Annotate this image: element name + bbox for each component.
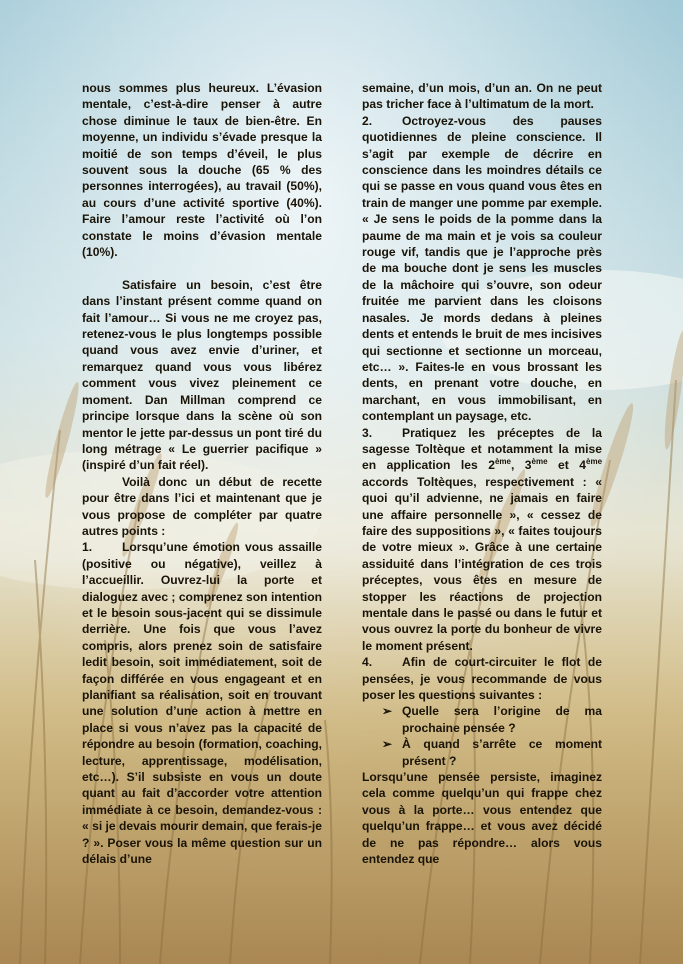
left-column (82, 80, 322, 867)
superscript: ème (531, 457, 548, 467)
list-item-text: Octroyez-vous des pauses quotidiennes de pleine conscience. Il s’agit par exemple de décrire en conscience dans les moindres détails ce qui se passe en vous quand vous êtes en train de manger une pomme par exemple. « Je sens le poids de la pomme dans la paume de ma main et je vois sa couleur rouge vif, tandis que je l’approche près de ma bouche dont je sens les muscles de la mâchoire qui s’ouvre, son odeur fruitée me parvient dans les cloisons nasales. Je mords dedans à pleines dents et entends le bruit de mes incisives qui sectionne et sectionne un morceau, etc… ». Faites-le en vous brossant les dents, en prenant votre douche, en marchant, en vous immobilisant, en contemplant un paysage, etc. (362, 113, 602, 424)
paragraph-continuation: semaine, d’un mois, d’un an. On ne peut pas tricher face à l’ultimatum de la mort. (362, 81, 602, 112)
question-item (382, 703, 602, 736)
list-item-4 (362, 654, 602, 703)
arrow-bullet-icon: ➢ (382, 737, 393, 752)
paragraph-evasion-mentale: nous sommes plus heureux. L’évasion mentale, c’est-à-dire penser à autre chose diminue le taux de bien-être. En moyenne, un individu s’évade presque la moitié de son temps d’éveil, le plus souvent sous la douche (65 % des personnes interrogées), au travail (50%), au cours d’une activité sportive (40%). Faire l’amour reste l’activité où l’on constate le moins d’évasion mentale (10%). (82, 81, 322, 260)
list-number: 4. (362, 655, 373, 670)
blank-line (82, 260, 322, 276)
question-text: À quand s’arrête ce moment présent ? (402, 737, 602, 768)
superscript: ème (586, 457, 603, 467)
list-item-text: , 3 (510, 458, 532, 473)
arrow-bullet-icon: ➢ (382, 704, 393, 719)
list-number: 1. (82, 540, 93, 555)
list-item-1 (82, 539, 322, 867)
superscript: ème (494, 457, 511, 467)
question-item (382, 736, 602, 769)
list-item-text: Afin de court-circuiter le flot de pensées, je vous recommande de vous poser les questions suivantes : (362, 655, 602, 703)
list-item-text: Lorsqu’une émotion vous assaille (positive ou négative), veillez à l’accueillir. Ouvrez-lui la porte et dialoguez avec ; comprenez son intention et le besoin sous-jacent qui se dissimule derrière. Une fois que vous l’avez compris, alors prenez soin de satisfaire ledit besoin, soit immédiatement, soit de façon différée en vous engageant et en planifiant sa réalisation, soit en trouvant une solution d’une action à mettre en place si vous n’avez pas la capacité de répondre au besoin (formation, coaching, lecture, apprentissage, modélisation, etc…). S’il subsiste en vous un doute quant au fait d’accorder votre attention immédiate à ce besoin, demandez-vous : « si je devais mourir demain, que ferais-je ? ». Poser vous la même question sur un délais d’une (82, 540, 322, 867)
list-item-text: Pratiquez les préceptes de la sagesse Toltèque et notamment la mise en application les 2 (362, 425, 602, 473)
list-item-2 (362, 113, 602, 425)
question-text: Quelle sera l’origine de ma prochaine pensée ? (402, 704, 602, 735)
list-number: 2. (362, 113, 373, 128)
list-item-3 (362, 425, 602, 655)
paragraph-pensee-persiste: Lorsqu’une pensée persiste, imaginez cela comme quelqu’un qui frappe chez vous à la porte… vous entendez que quelqu’un frappe… et vous avez décidé de ne pas répondre… alors vous entendez que (362, 770, 602, 867)
list-item-text: et 4 (547, 458, 586, 473)
list-item-text: accords Toltèques, respectivement : « quoi qu’il advienne, ne jamais en faire une affaire personnelle », « cessez de faire des suppositions », « faites toujours de votre mieux ». Grâce à une certaine assiduité dans l’intégration de ces trois préceptes, vous êtes en mesure de stopper les réactions de projection mentale dans le passé ou dans le futur et vous ouvrez la porte du bonheur de vivre le moment présent. (362, 474, 602, 653)
list-number: 3. (362, 425, 373, 440)
paragraph-satisfaire-besoin: Satisfaire un besoin, c’est être dans l’instant présent comme quand on fait l’amour… Si vous ne me croyez pas, retenez-vous le plus longtemps possible quand vous avez envie d’uriner, et remarquez quand vous vous libérez comment vous vivez pleinement ce moment. Dan Millman comprend ce principe lorsque dans la scène où son mentor le jette par-dessus un pont tiré du long métrage « Le guerrier pacifique » (inspiré d’un fait réel). (82, 277, 322, 473)
paragraph-recette: Voilà donc un début de recette pour être dans l’ici et maintenant que je vous propose de compléter par quatre autres points : (82, 474, 322, 538)
questions-list (362, 703, 602, 769)
right-column (362, 80, 602, 868)
